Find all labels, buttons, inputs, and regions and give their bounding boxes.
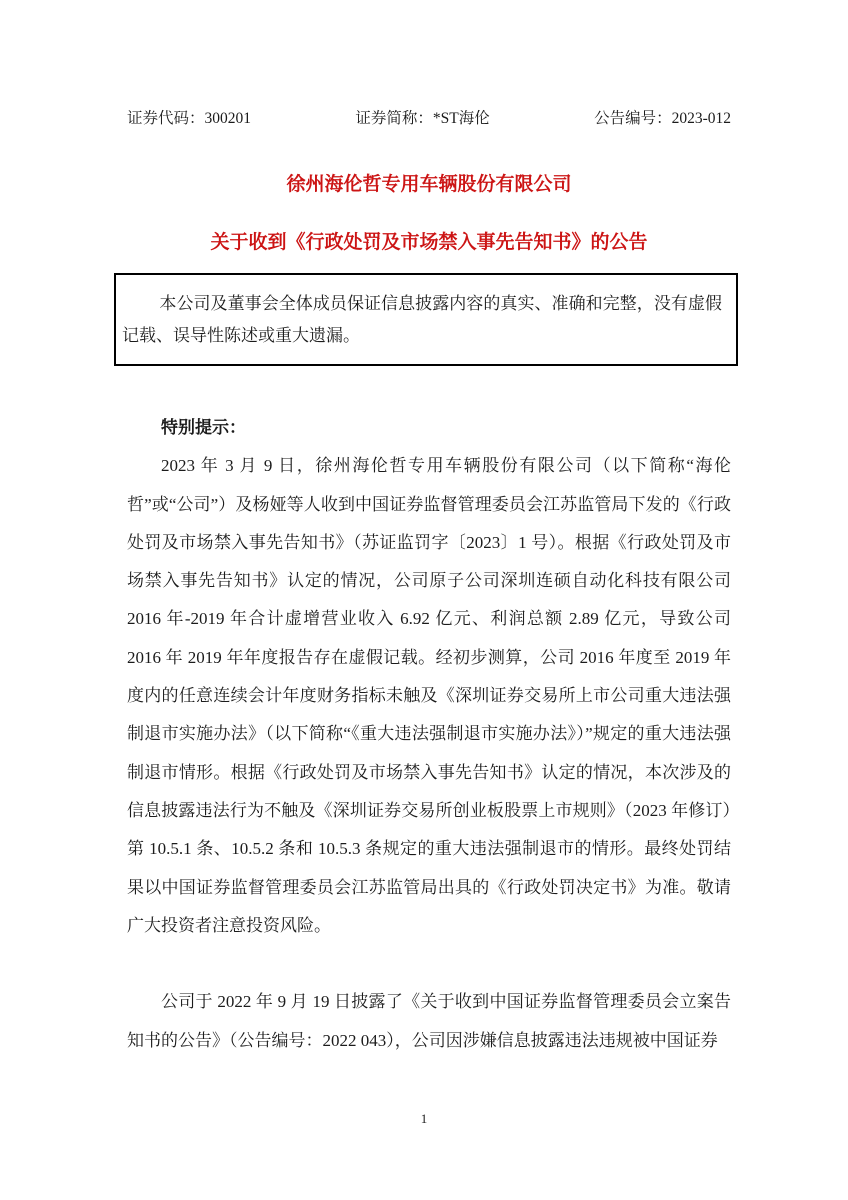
special-notice-label: 特别提示： [161,418,246,437]
stock-code: 证券代码：300201 [127,110,252,127]
document-body [127,409,731,1060]
paragraph-1: 2023 年 3 月 9 日，徐州海伦哲专用车辆股份有限公司（以下简称“海伦哲”或“公司”）及杨娅等人收到中国证券监督管理委员会江苏监管局下发的《行政处罚及市场禁入事先告知书》（苏证监罚字〔2023〕1 号）。根据《行政处罚及市场禁入事先告知书》认定的情况，公司原子公司深圳连硕自动化科技有限公司 2016 年-2019 年合计虚增营业收入 6.92 亿元、利润总额 2.89 亿元，导致公司 2016 年 2019 年年度报告存在虚假记载。经初步测算，公司 2016 年度至 2019 年度内的任意连续会计年度财务指标未触及《深圳证券交易所上市公司重大违法强制退市实施办法》（以下简称“《重大违法强制退市实施办法》）”规定的重大违法强制退市情形。根据《行政处罚及市场禁入事先告知书》认定的情况，本次涉及的信息披露违法行为不触及《深圳证券交易所创业板股票上市规则》（2023 年修订）第 10.5.1 条、10.5.2 条和 10.5.3 条规定的重大违法强制退市的情形。最终处罚结果以中国证券监督管理委员会江苏监管局出具的《行政处罚决定书》为准。敬请广大投资者注意投资风险。 [127,456,731,935]
page-number: 1 [420,1111,428,1126]
announcement-title: 关于收到《行政处罚及市场禁入事先告知书》的公告 [210,232,648,253]
page-footer [0,1110,848,1128]
stock-abbreviation: 证券简称：*ST海伦 [355,110,490,127]
disclaimer-text: 本公司及董事会全体成员保证信息披露内容的真实、准确和完整，没有虚假记载、误导性陈述或重大遗漏。 [122,294,722,345]
disclaimer-box [114,273,738,366]
document-header [127,108,731,129]
company-name-title: 徐州海伦哲专用车辆股份有限公司 [286,174,572,195]
announcement-number: 公告编号：2023-012 [594,110,731,127]
paragraph-2: 公司于 2022 年 9 月 19 日披露了《关于收到中国证券监督管理委员会立案告知书的公告》（公告编号：2022 043），公司因涉嫌信息披露违法违规被中国证券 [127,992,731,1050]
